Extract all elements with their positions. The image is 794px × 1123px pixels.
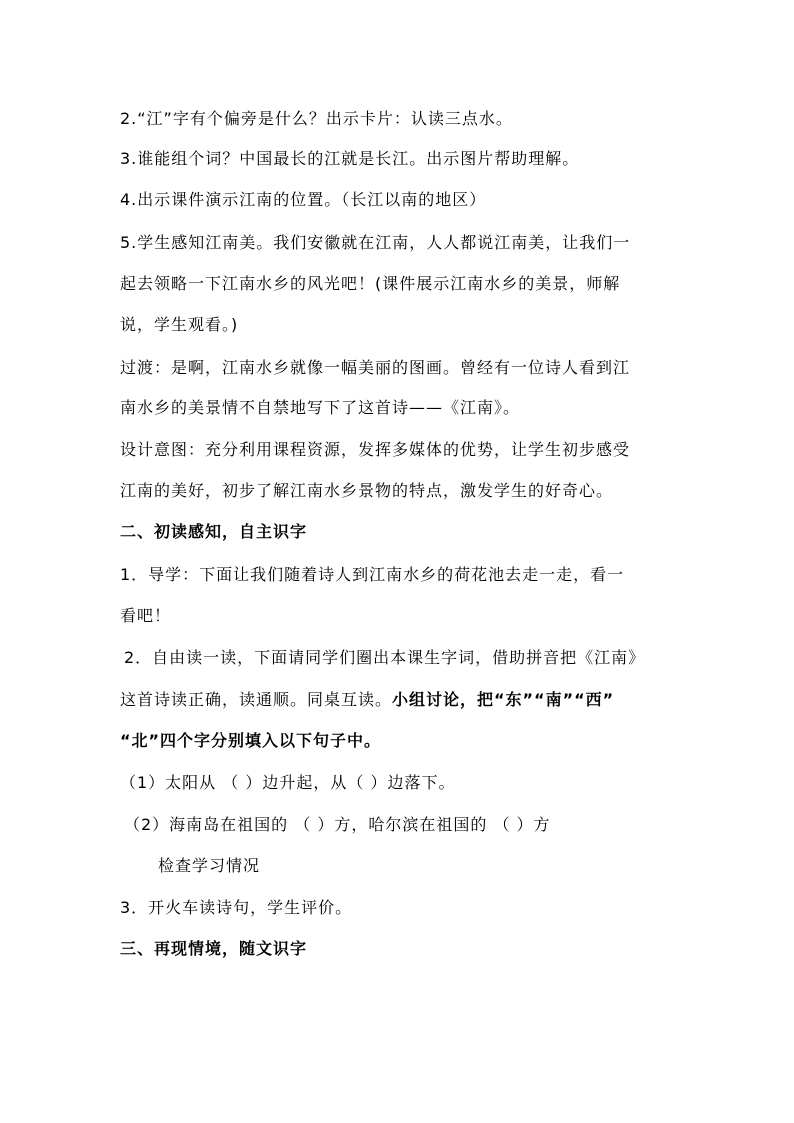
text-line-11: 1．导学：下面让我们随着诗人到江南水乡的荷花池去走一走，看一 xyxy=(120,565,625,584)
text-line-8: 南水乡的美景情不自禁地写下了这首诗——《江南》。 xyxy=(120,398,521,417)
text-line-2: 3.谁能组个词？中国最长的江就是长江。出示图片帮助理解。 xyxy=(120,149,580,168)
text-line-3: 4.出示课件演示江南的位置。（长江以南的地区） xyxy=(120,190,487,209)
text-line-14-normal: 这首诗读正确，读通顺。同桌互读。 xyxy=(120,690,393,709)
exercise-2: （2）海南岛在祖国的 （ ）方，哈尔滨在祖国的 （ ）方 xyxy=(124,815,551,834)
exercise-1: （1）太阳从 （ ）边升起，从（ ）边落下。 xyxy=(120,773,456,792)
text-line-6: 说，学生观看。) xyxy=(120,315,239,334)
text-line-15: “北”四个字分别填入以下句子中。 xyxy=(120,731,382,750)
text-line-4: 5.学生感知江南美。我们安徽就在江南，人人都说江南美，让我们一 xyxy=(120,233,631,252)
text-line-14 xyxy=(120,690,614,710)
text-line-5: 起去领略一下江南水乡的风光吧！(课件展示江南水乡的美景，师解 xyxy=(120,274,621,293)
text-line-7: 过渡：是啊，江南水乡就像一幅美丽的图画。曾经有一位诗人看到江 xyxy=(120,358,631,377)
text-line-14-bold: 小组讨论，把“东”“南”“西” xyxy=(392,690,615,709)
section-heading-2: 二、初读感知，自主识字 xyxy=(120,522,308,541)
text-line-10: 江南的美好，初步了解江南水乡景物的特点，激发学生的好奇心。 xyxy=(120,481,614,500)
text-line-13: 2．自由读一读，下面请同学们圈出本课生字词，借助拼音把《江南》 xyxy=(124,648,646,667)
text-line-12: 看吧！ xyxy=(120,606,172,625)
text-line-1: 2.“江”字有个偏旁是什么？出示卡片：认读三点水。 xyxy=(120,109,513,128)
section-heading-3: 三、再现情境，随文识字 xyxy=(120,939,308,958)
text-line-16: 3．开火车读诗句，学生评价。 xyxy=(120,898,353,917)
check-learning: 检查学习情况 xyxy=(158,856,261,875)
text-line-9: 设计意图：充分利用课程资源，发挥多媒体的优势，让学生初步感受 xyxy=(120,440,631,459)
